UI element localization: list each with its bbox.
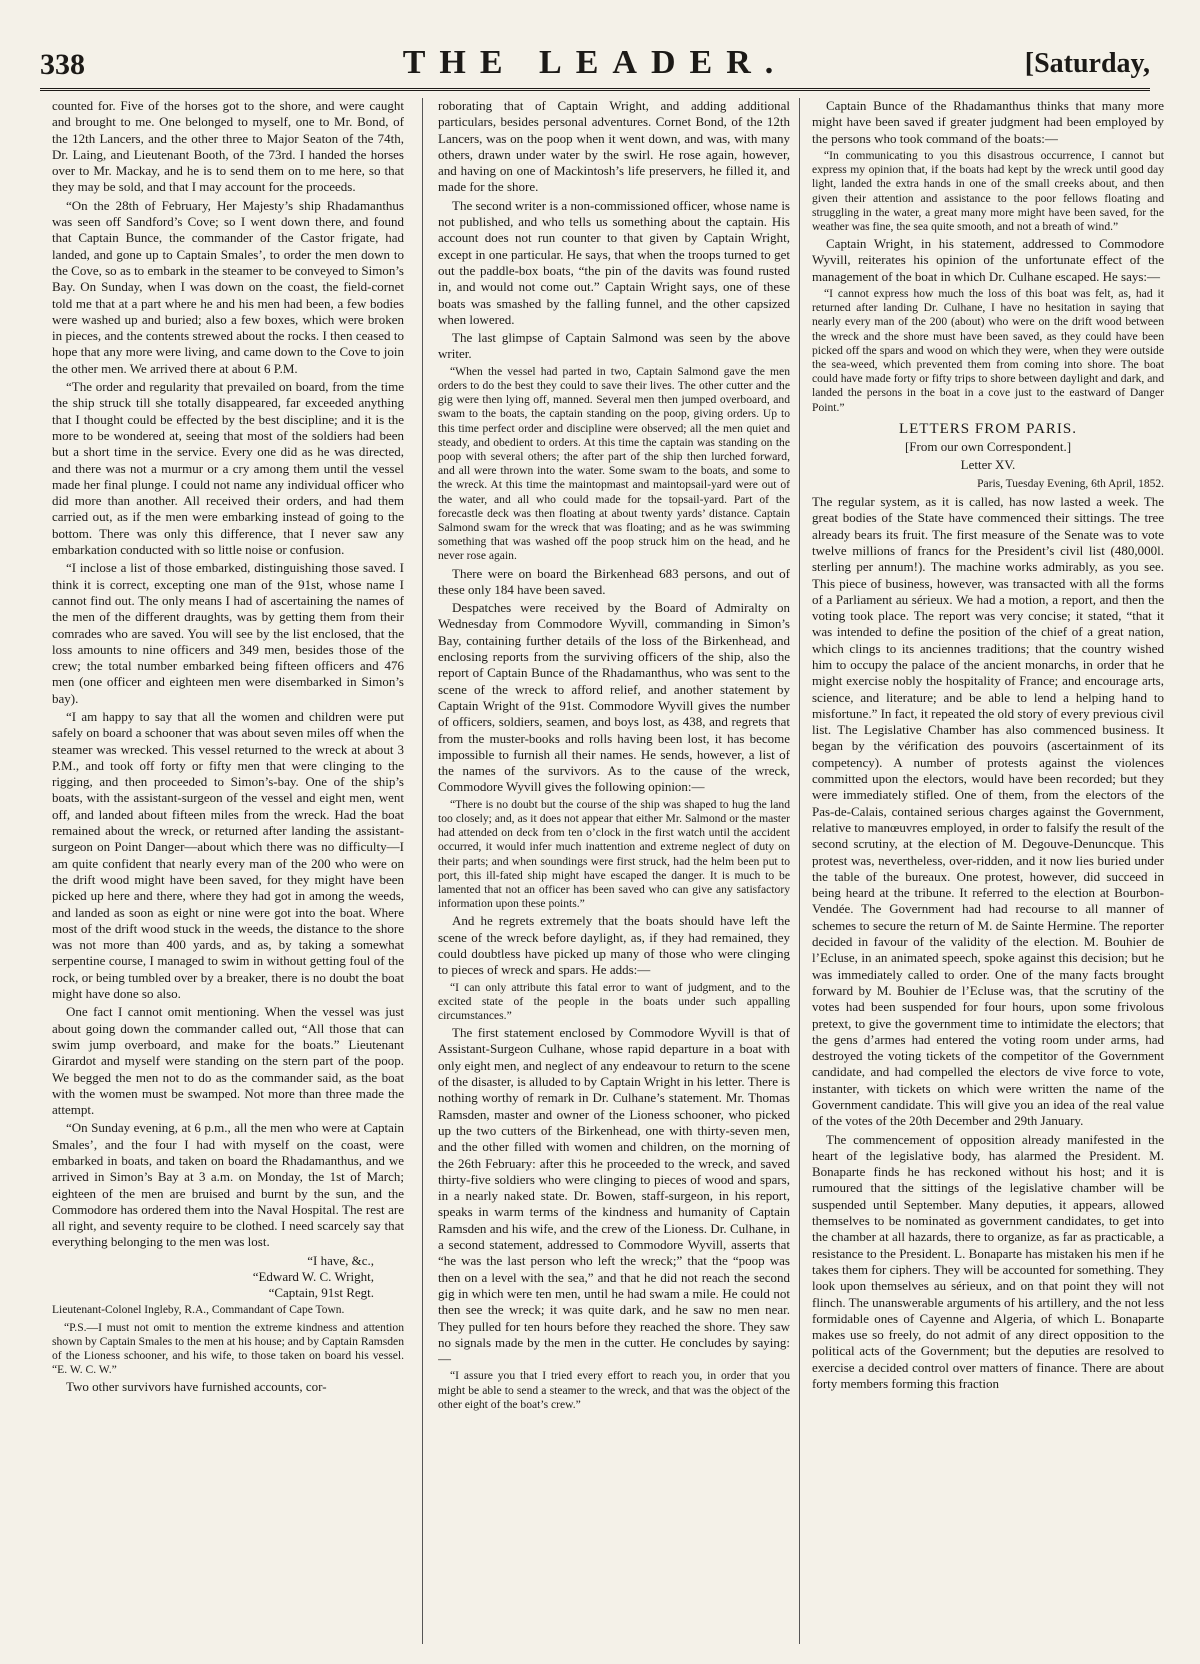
column-rule [422, 98, 423, 1644]
paragraph: roborating that of Captain Wright, and adding additional particulars, besides personal adventures. Cornet Bond, of the 12th Lancers, was on the poop when it went down, and was, with many others, drawn under water by the swirl. He rose again, however, and having on one of Mackintosh’s life preservers, he filled it, and made for the shore. [438, 98, 790, 195]
paragraph: The second writer is a non-commissioned officer, whose name is not published, and who tells us something about the captain. His account does not run counter to that given by Captain Wright, except in one particular. He says, that when the troops turned to get out the paddle-box boats, “the pin of the davits was found rusted in, and would not come out.” Captain Wright says, one of these boats was smashed by the falling funnel, and the other capsized when lowered. [438, 197, 790, 327]
column-2 [438, 98, 790, 1644]
quotation: “I cannot express how much the loss of this boat was felt, as, had it returned after landing Dr. Culhane, I have no hesitation in saying that nearly every man of the 200 (about) who were on the drift wood between the wreck and the shore must have been saved, as they could have been picked off the spars and wood on which they were, when they were outside the sea-weed, which prevented them from coming into shore. The boat could have made forty or fifty trips to shore between daylight and dark, and landed the persons in the boat in a cove just to the eastward of Danger Point.” [812, 287, 1164, 414]
paragraph: “I am happy to say that all the women and children were put safely on board a schooner that was about seven miles off when the steamer was wrecked. This vessel returned to the wreck at about 3 P.M., and took off forty or fifty men that were clinging to the rigging, and then proceeded to Simon’s-bay. One of the ship’s boats, with the assistant-surgeon of the vessel and eight men, went off, and landed about fifteen miles from the wreck. Had the boat remained about the wreck, or returned after landing the assistant-surgeon on Point Danger—about which there was no difficulty—I am quite confident that nearly every man of the 200 who were on the drift wood might have been saved, for they might have been picked up here and there, where they had got in among the weeds, and landed as soon as eight or nine were got into the boat. Where most of the drift wood stuck in the weeds, the distance to the shore was not more than 400 yards, and as, by taking a somewhat serpentine course, I managed to swim in without getting foul of the rock, or being tumbled over by a breaker, there is no doubt the boat might have done so also. [52, 708, 404, 1002]
paragraph: And he regrets extremely that the boats should have left the scene of the wreck before daylight, as, if they had remained, they could doubtless have picked up many of those who were clinging to pieces of wreck and spars. He adds:— [438, 913, 790, 978]
signature-rank: “Captain, 91st Regt. [268, 1285, 374, 1301]
paragraph: Captain Wright, in his statement, addressed to Commodore Wyvill, reiterates his opinion of the unfortunate effect of the management of the boat in which Dr. Culhane escaped. He says:— [812, 236, 1164, 284]
signature-name: “Edward W. C. Wright, [252, 1269, 374, 1285]
column-rule [799, 98, 800, 1644]
paragraph: Despatches were received by the Board of Admiralty on Wednesday from Commodore Wyvill, commanding in Simon’s Bay, containing further details of the loss of the Birkenhead, and enclosing reports from the surviving officers of the ship, also the report of Captain Bunce of the Rhadamanthus, who was sent to the scene of the wreck to afford relief, and another statement by Captain Wright of the 91st. Commodore Wyvill gives the number of officers, soldiers, seamen, and boys lost, as 438, and regrets that from the muster-books and rolls having been lost, it has become impossible to furnish all their names. He sends, however, a list of the names of the survivors. As to the cause of the wreck, Commodore Wyvill gives the following opinion:— [438, 600, 790, 795]
signature-line: “I have, &c., [307, 1252, 374, 1268]
paragraph: There were on board the Birkenhead 683 persons, and out of these only 184 have been saved. [438, 565, 790, 597]
column-3 [812, 98, 1164, 1644]
addressee: Lieutenant-Colonel Ingleby, R.A., Commandant of Cape Town. [52, 1303, 345, 1316]
page-number: 338 [40, 48, 85, 81]
paragraph: counted for. Five of the horses got to the shore, and were caught and brought to me. One belonged to myself, one to Mr. Bond, of the 12th Lancers, and the other three to Major Seaton of the 74th, Dr. Laing, and Lieutenant Booth, of the 73rd. I handed the horses over to Mr. Mackay, and he is to send them on to me here, so that they may be sold, and that I may account for the proceeds. [52, 98, 404, 195]
letter-number: Letter XV. [960, 457, 1016, 473]
paragraph: “On the 28th of February, Her Majesty’s ship Rhadamanthus was seen off Sandford’s Cove; so I went down there, and found that Captain Bunce, the commander of the Castor frigate, had landed, and gone up to Captain Smales’, to order the men down to the Cove, so as to embark in the steamer to be conveyed to Simon’s Bay. On Sunday, when I was down on the coast, the field-cornet told me that at a part where he and his men had been, a few bodies were washed up and buried; also a few boxes, which were broken in pieces, and the contents strewed about the rocks. I then ceased to hope that any more were living, and came down to the Cove to join the other men. We arrived there at about 6 P.M. [52, 197, 404, 376]
quotation: “When the vessel had parted in two, Captain Salmond gave the men orders to do the best they could to save their lives. The other cutter and the gig were then lying off, manned. Several men then jumped overboard, and swam to the boats, the captain standing on the poop, giving orders. Up to this time perfect order and discipline were observed; all the men quiet and steady, and obedient to orders. At this time the captain was standing on the poop with several others; the after part of the ship then lurched forward, and all were thrown into the water. Some swam to the boats, and some to the wreck. At this time the maintopmast and maintopsail-yard were out of the water, and all who could made for the topsail-yard. Part of the forecastle deck was then floating at about twenty yards’ distance. Captain Salmond swam for the wreck that was floating; and as he was swimming something that was washed off the poop struck him on the head, and he never rose again. [438, 364, 790, 563]
paragraph: The last glimpse of Captain Salmond was seen by the above writer. [438, 330, 790, 362]
quotation: “I assure you that I tried every effort to reach you, in order that you might be able to send a steamer to the wreck, and that was the object of the other eight of the boat’s crew.” [438, 1369, 790, 1411]
paragraph: Two other survivors have furnished accounts, cor- [66, 1379, 327, 1395]
quotation: “There is no doubt but the course of the ship was shaped to hug the land too closely; and, as it does not appear that either Mr. Salmond or the master had attended on deck from ten o’clock in the first watch until the accident occurred, it would infer much inattention and extreme neglect of duty on their parts; and when soundings were first struck, had the helm been put to port, this ill-fated ship might have escaped the danger. It is much to be lamented that not an officer has been saved who can give any satisfactory information upon these points.” [438, 797, 790, 911]
paragraph: Captain Bunce of the Rhadamanthus thinks that many more might have been saved if greater judgment had been employed by the persons who took command of the boats:— [812, 98, 1164, 146]
dateline: Paris, Tuesday Evening, 6th April, 1852. [977, 477, 1164, 490]
section-heading: LETTERS FROM PARIS. [898, 420, 1078, 437]
issue-day: [Saturday, [1024, 48, 1150, 79]
paragraph: The first statement enclosed by Commodore Wyvill is that of Assistant-Surgeon Culhane, whose rapid departure in a boat with only eight men, and neglect of any endeavour to return to the scene of the disaster, is alluded to by Captain Wright in his letter. There is nothing worthy of remark in Dr. Culhane’s statement. Mr. Thomas Ramsden, master and owner of the Lioness schooner, who picked up the two cutters of the Birkenhead, one with thirty-seven men, and the other filled with women and children, on the morning of the 26th February: after this he proceeded to the wreck, and saved thirty-five soldiers who were clinging to pieces of wood and spars, in a nearly naked state. Dr. Bowen, staff-surgeon, in his report, speaks in warm terms of the kindness and humanity of Captain Ramsden and his wife, and the crew of the Lioness. Dr. Culhane, in a second statement, addressed to Commodore Wyvill, asserts that “he was the last person who left the wreck;” that the “poop was then on a level with the sea,” and that he did not reach the second gig in which were ten men, until he had swam a mile. He could not then see the wreck; it was quite dark, and he saw no men near. They pulled for ten hours before they reached the shore. They saw no signals made by the men in the cutter. He concludes by saying:— [438, 1025, 790, 1367]
section-subheading: [From our own Correspondent.] [904, 439, 1072, 455]
quotation: “I can only attribute this fatal error to want of judgment, and to the excited state of the people in the boats under such appalling circumstances.” [438, 980, 790, 1022]
paragraph: “On Sunday evening, at 6 p.m., all the men who were at Captain Smales’, and the four I had with myself on the coast, were embarked in boats, and taken on board the Rhadamanthus, and we arrived in Simon’s Bay at 3 a.m. on Monday, the 1st of March; eighteen of the men are bruised and burnt by the sun, and the Commodore has ordered them into the Naval Hospital. The rest are all right, and seventy require to be clothed. I need scarcely say that everything belonging to the men was lost. [52, 1120, 404, 1250]
column-1 [52, 98, 404, 1644]
paragraph: “I inclose a list of those embarked, distinguishing those saved. I think it is correct, excepting one man of the 91st, whose name I cannot find out. The only means I had of ascertaining the names of the men of the different draughts, was by getting them from their comrades who are saved. You will see by the list enclosed, that the loss amounts to nine officers and 349 men, besides those of the crew; the total number embarked being fifteen officers and 476 men (one officer and eighteen men were disembarked in Simon’s bay). [52, 560, 404, 706]
masthead [40, 42, 1150, 91]
postscript: “P.S.—I must not omit to mention the extreme kindness and attention shown by Captain Smales to the men at his house; and by Captain Ramsden of the Lioness schooner, and his wife, to those taken on board his vessel. “E. W. C. W.” [52, 1320, 404, 1377]
paragraph: The commencement of opposition already manifested in the heart of the legislative body, has alarmed the President. M. Bonaparte finds he has reckoned without his host; and it is rumoured that the sittings of the legislative chamber will be suspended until September. Many deputies, it appears, allowed themselves to be nominated as government candidates, to get into the chamber at all hazards, there to organize, as far as practicable, a resistance to the President. L. Bonaparte has mistaken his men if he takes them for ciphers. They will be accounted for something. They look upon themselves au sérieux, and on that point they will not flinch. The unanswerable arguments of his artillery, and the not less formidable ones of Cayenne and Algeria, of which L. Bonaparte makes use so freely, do not admit of any direct opposition to the political acts of the Government; but the deputies are resolved to exercise a decided control over matters of finance. There are about forty members forming this fraction [812, 1131, 1164, 1392]
quotation: “In communicating to you this disastrous occurrence, I cannot but express my opinion that, if the boats had kept by the wreck until good day light, landed the extra hands in one of the small creeks about, and then given their attention and assistance to the poor fellows floating and struggling in the water, a great many more might have been saved, for the weather was fine, the sea quite smooth, and not a breath of wind.” [812, 148, 1164, 233]
newspaper-title: THE LEADER. [402, 44, 788, 81]
paragraph: One fact I cannot omit mentioning. When the vessel was just about going down the commander called out, “All those that can swim jump overboard, and make for the boats.” Lieutenant Girardot and myself were standing on the stern part of the poop. We begged the men not to do as the commander said, as the boat with the women must be swamped. Not more than three made the attempt. [52, 1004, 404, 1118]
paragraph: “The order and regularity that prevailed on board, from the time the ship struck till she totally disappeared, far exceeded anything that I thought could be effected by the best discipline; and it is the more to be wondered at, seeing that most of the soldiers had been but a short time in the service. Every one did as he was directed, and there was not a murmur or a cry among them until the vessel made her final plunge. I could not name any individual officer who did more than another. All received their orders, and had them carried out, as if the men were embarking instead of going to the bottom. There was only this difference, that I never saw any embarkation conducted with so little noise or confusion. [52, 379, 404, 558]
paragraph: The regular system, as it is called, has now lasted a week. The great bodies of the State have commenced their sittings. The tree already bears its fruit. The first measure of the Senate was to vote twelve millions of francs for the President’s civil list (480,000l. sterling per annum!). The machine works admirably, as you see. This piece of business, however, was transacted with all the forms of a Parliament au sérieux. We had a motion, a report, and then the voting took place. The report was very concise; it stated, “that it was intended to define the position of the chief of a great nation, which clings to its anciennes traditions; that the country wished him to occupy the palace of the ancient monarchs, in order that he might exercise nobly the hospitality of France; and encourage arts, science, and literature; and be able to lend a helping hand to misfortune.” In fact, it repeated the old story of every previous civil list. The Legislative Chamber has also commenced business. It began by the vérification des pouvoirs (ascertainment of its competency). A number of protests against the violences committed upon the electors, would have been recorded; but they were immediately stifled. One of them, from the electors of the Pas-de-Calais, contained serious charges against the Government, relative to manœuvres employed, in order to falsify the result of the second scrutiny, at the election of M. Degouve-Denuncque. This protest was, nevertheless, over-ridden, and it now lies buried under the table of the bureaux. One protest, however, did succeed in being heard at the tribune. It referred to the election at Bourbon-Vendée. The Government had had recourse to all manner of schemes to secure the return of M. de Sainte Hermine. The reporter decided in favour of the validity of the election. M. Bouhier de l’Ecluse, in an animated speech, spoke against this decision; but he was immediately called to order. One of the many facts brought forward by M. Bouhier de l’Ecluse was, that the scrutiny of the votes had been suspended for four hours, upon some frivolous pretext, to give the government time to intimidate the electors; that the gens d’armes had entered the voting room under arms, had destroyed the voting tickets of the competitor of the Government candidate, and had compelled the electors de vive force to vote, instanter, with tickets on which were written the name of the Government candidate. This will give you an idea of the real value of the votes of the 20th December and 29th January. [812, 494, 1164, 1129]
